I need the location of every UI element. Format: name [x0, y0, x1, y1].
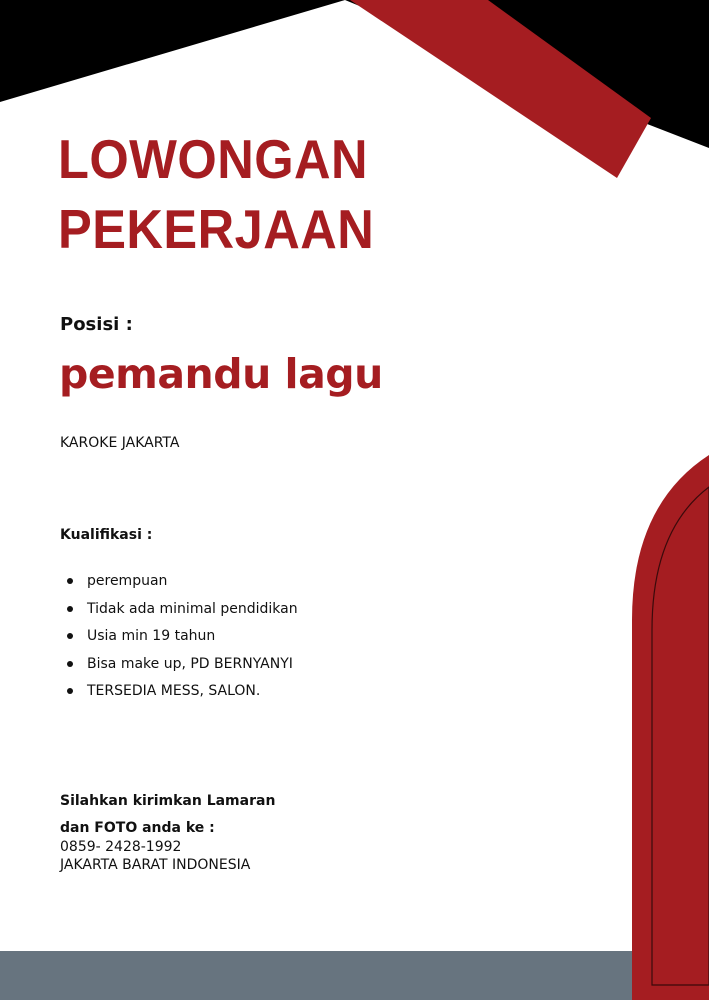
gray-footer-band	[0, 951, 632, 1000]
company-name: KAROKE JAKARTA	[60, 435, 180, 451]
qualification-item: TERSEDIA MESS, SALON.	[60, 680, 298, 708]
qualifications-list	[60, 570, 298, 708]
contact-phone: 0859- 2428-1992	[60, 839, 182, 855]
headline-line-1: LOWONGAN	[58, 128, 369, 190]
headline-line-2: PEKERJAAN	[58, 198, 375, 260]
qualification-item: perempuan	[60, 570, 298, 598]
red-arch-door	[632, 455, 709, 1000]
qualification-item: Bisa make up, PD BERNYANYI	[60, 653, 298, 681]
contact-instruction-line-1: Silahkan kirimkan Lamaran	[60, 793, 276, 809]
qualification-item: Tidak ada minimal pendidikan	[60, 598, 298, 626]
position-label: Posisi :	[60, 314, 133, 335]
position-value: pemandu lagu	[59, 350, 383, 398]
qualification-item: Usia min 19 tahun	[60, 625, 298, 653]
contact-instruction-line-2: dan FOTO anda ke :	[60, 820, 215, 836]
qualifications-label: Kualifikasi :	[60, 527, 153, 543]
contact-address: JAKARTA BARAT INDONESIA	[60, 857, 251, 873]
